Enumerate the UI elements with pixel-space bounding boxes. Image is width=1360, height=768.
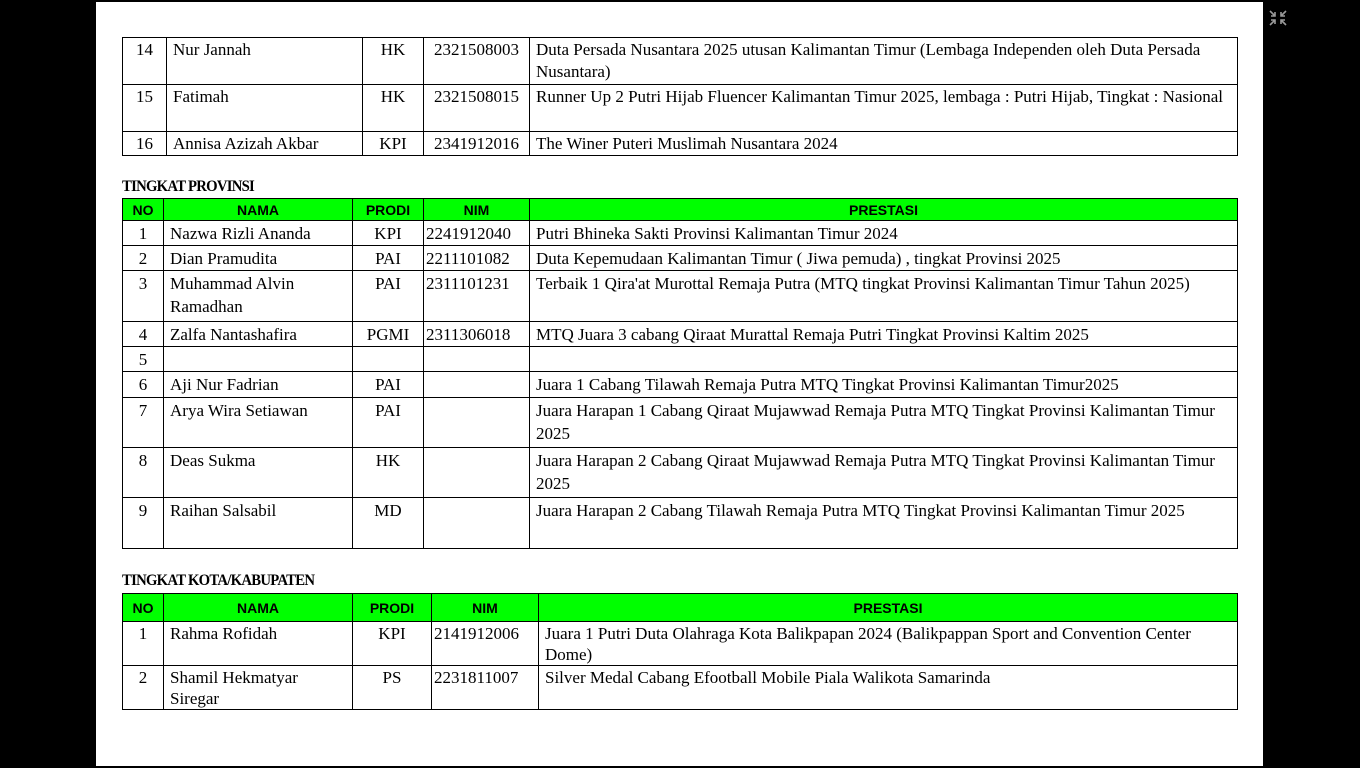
cell-nim xyxy=(424,498,530,549)
cell-nama: Nur Jannah xyxy=(167,38,363,85)
cell-nim: 2341912016 xyxy=(424,132,530,156)
cell-prodi: PAI xyxy=(353,372,424,398)
cell-nama: Arya Wira Setiawan xyxy=(164,398,353,448)
cell-prodi: HK xyxy=(363,85,424,132)
cell-nim: 2211101082 xyxy=(424,246,530,271)
provinsi-table xyxy=(122,198,1238,549)
cell-prestasi: Putri Bhineka Sakti Provinsi Kalimantan Timur 2024 xyxy=(530,221,1238,246)
cell-nim: 2321508015 xyxy=(424,85,530,132)
header-nama: NAMA xyxy=(164,199,353,221)
cell-prodi xyxy=(353,347,424,372)
section-title-provinsi: TINGKAT PROVINSI xyxy=(122,178,255,195)
header-no: NO xyxy=(123,199,164,221)
section-title-kota: TINGKAT KOTA/KABUPATEN xyxy=(122,572,315,589)
cell-nama: Rahma Rofidah xyxy=(164,622,353,666)
cell-prodi: PGMI xyxy=(353,322,424,347)
cell-no: 14 xyxy=(123,38,167,85)
cell-prestasi: Juara Harapan 2 Cabang Qiraat Mujawwad Remaja Putra MTQ Tingkat Provinsi Kalimantan Timur 2025 xyxy=(530,448,1238,498)
cell-nama: Fatimah xyxy=(167,85,363,132)
table-header-row xyxy=(123,594,1238,622)
cell-prestasi: Juara 1 Cabang Tilawah Remaja Putra MTQ Tingkat Provinsi Kalimantan Timur2025 xyxy=(530,372,1238,398)
cell-prodi: KPI xyxy=(353,622,432,666)
cell-nama: Shamil Hekmatyar Siregar xyxy=(164,666,353,710)
table-row xyxy=(123,622,1238,666)
cell-nim: 2231811007 xyxy=(432,666,539,710)
cell-no: 5 xyxy=(123,347,164,372)
cell-nim: 2241912040 xyxy=(424,221,530,246)
table-row xyxy=(123,246,1238,271)
cell-nim: 2321508003 xyxy=(424,38,530,85)
cell-nama xyxy=(164,347,353,372)
table-header-row xyxy=(123,199,1238,221)
table-row xyxy=(123,322,1238,347)
cell-prodi: KPI xyxy=(353,221,424,246)
cell-prestasi: Juara 1 Putri Duta Olahraga Kota Balikpapan 2024 (Balikpappan Sport and Convention Center Dome) xyxy=(539,622,1238,666)
header-prodi: PRODI xyxy=(353,199,424,221)
cell-prestasi: Duta Persada Nusantara 2025 utusan Kalimantan Timur (Lembaga Independen oleh Duta Persada Nusantara) xyxy=(530,38,1238,85)
cell-prestasi: Terbaik 1 Qira'at Murottal Remaja Putra (MTQ tingkat Provinsi Kalimantan Timur Tahun 2025) xyxy=(530,271,1238,322)
cell-no: 2 xyxy=(123,666,164,710)
cell-prodi: PAI xyxy=(353,246,424,271)
cell-nama: Raihan Salsabil xyxy=(164,498,353,549)
cell-nama: Aji Nur Fadrian xyxy=(164,372,353,398)
cell-prestasi: Juara Harapan 1 Cabang Qiraat Mujawwad Remaja Putra MTQ Tingkat Provinsi Kalimantan Timur 2025 xyxy=(530,398,1238,448)
exit-fullscreen-icon[interactable] xyxy=(1268,9,1288,27)
cell-prodi: HK xyxy=(363,38,424,85)
national-table xyxy=(122,37,1238,156)
cell-nama: Dian Pramudita xyxy=(164,246,353,271)
cell-nama: Zalfa Nantashafira xyxy=(164,322,353,347)
cell-nim: 2311306018 xyxy=(424,322,530,347)
cell-prestasi: MTQ Juara 3 cabang Qiraat Murattal Remaja Putri Tingkat Provinsi Kaltim 2025 xyxy=(530,322,1238,347)
cell-prodi: HK xyxy=(353,448,424,498)
cell-no: 2 xyxy=(123,246,164,271)
table-row xyxy=(123,221,1238,246)
header-prestasi: PRESTASI xyxy=(530,199,1238,221)
cell-no: 1 xyxy=(123,622,164,666)
cell-nim: 2141912006 xyxy=(432,622,539,666)
header-no: NO xyxy=(123,594,164,622)
table-row xyxy=(123,498,1238,549)
cell-prestasi: Juara Harapan 2 Cabang Tilawah Remaja Putra MTQ Tingkat Provinsi Kalimantan Timur 2025 xyxy=(530,498,1238,549)
cell-prodi: MD xyxy=(353,498,424,549)
cell-no: 8 xyxy=(123,448,164,498)
cell-nama: Nazwa Rizli Ananda xyxy=(164,221,353,246)
cell-nim xyxy=(424,372,530,398)
cell-prestasi xyxy=(530,347,1238,372)
table-row xyxy=(123,132,1238,156)
table-row xyxy=(123,347,1238,372)
cell-prestasi: The Winer Puteri Muslimah Nusantara 2024 xyxy=(530,132,1238,156)
cell-nim: 2311101231 xyxy=(424,271,530,322)
cell-no: 4 xyxy=(123,322,164,347)
cell-prestasi: Runner Up 2 Putri Hijab Fluencer Kalimantan Timur 2025, lembaga : Putri Hijab, Tingkat : Nasional xyxy=(530,85,1238,132)
header-nim: NIM xyxy=(424,199,530,221)
cell-no: 16 xyxy=(123,132,167,156)
cell-no: 9 xyxy=(123,498,164,549)
document-page xyxy=(96,2,1263,766)
cell-no: 7 xyxy=(123,398,164,448)
header-prodi: PRODI xyxy=(353,594,432,622)
cell-prodi: PS xyxy=(353,666,432,710)
header-nama: NAMA xyxy=(164,594,353,622)
cell-nim xyxy=(424,448,530,498)
cell-no: 6 xyxy=(123,372,164,398)
kota-table xyxy=(122,593,1238,710)
cell-nama: Muhammad Alvin Ramadhan xyxy=(164,271,353,322)
cell-prestasi: Silver Medal Cabang Efootball Mobile Piala Walikota Samarinda xyxy=(539,666,1238,710)
cell-no: 3 xyxy=(123,271,164,322)
table-row xyxy=(123,666,1238,710)
table-row xyxy=(123,38,1238,85)
cell-nama: Annisa Azizah Akbar xyxy=(167,132,363,156)
cell-prodi: PAI xyxy=(353,398,424,448)
cell-prestasi: Duta Kepemudaan Kalimantan Timur ( Jiwa pemuda) , tingkat Provinsi 2025 xyxy=(530,246,1238,271)
table-row xyxy=(123,85,1238,132)
cell-nama: Deas Sukma xyxy=(164,448,353,498)
table-row xyxy=(123,448,1238,498)
cell-nim xyxy=(424,398,530,448)
table-row xyxy=(123,372,1238,398)
cell-prodi: PAI xyxy=(353,271,424,322)
cell-no: 1 xyxy=(123,221,164,246)
table-row xyxy=(123,398,1238,448)
cell-nim xyxy=(424,347,530,372)
header-prestasi: PRESTASI xyxy=(539,594,1238,622)
table-row xyxy=(123,271,1238,322)
cell-no: 15 xyxy=(123,85,167,132)
cell-prodi: KPI xyxy=(363,132,424,156)
header-nim: NIM xyxy=(432,594,539,622)
